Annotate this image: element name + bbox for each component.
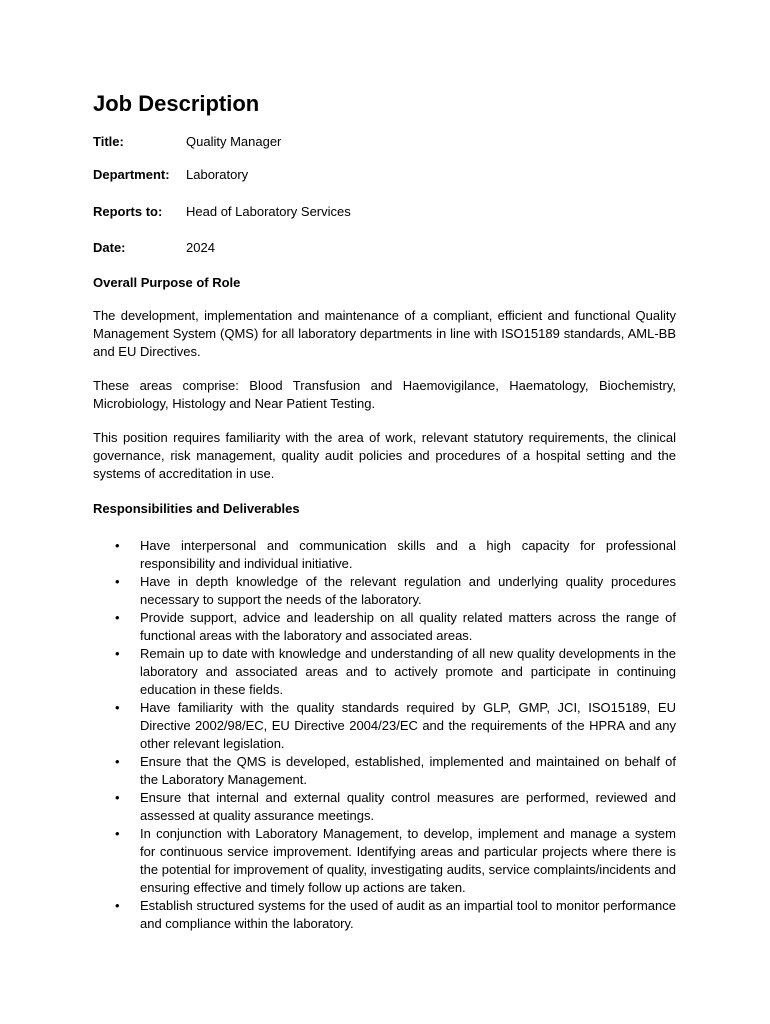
field-label-reports-to: Reports to: <box>93 204 163 219</box>
bullet-icon: • <box>115 646 120 661</box>
list-item-text: Have interpersonal and communication skills and a high capacity for professional responsibility and individual initiative. <box>140 538 676 571</box>
field-label-title: Title: <box>93 134 124 149</box>
list-item <box>93 609 676 645</box>
field-value-department: Laboratory <box>186 167 249 182</box>
bullet-icon: • <box>115 754 120 769</box>
list-item <box>93 573 676 609</box>
bullet-icon: • <box>115 790 120 805</box>
field-value-reports-to: Head of Laboratory Services <box>186 204 351 219</box>
responsibilities-heading: Responsibilities and Deliverables <box>93 501 300 516</box>
purpose-heading: Overall Purpose of Role <box>93 275 241 290</box>
list-item-text: Establish structured systems for the used of audit as an impartial tool to monitor performance and compliance within the laboratory. <box>140 898 676 931</box>
purpose-paragraph: This position requires familiarity with the area of work, relevant statutory requirements, the clinical governance, risk management, quality audit policies and procedures of a hospital setting and the systems of accreditation in use. <box>93 430 676 481</box>
list-item <box>93 897 676 933</box>
responsibilities-list <box>93 537 676 933</box>
document-title: Job Description <box>93 91 260 116</box>
field-value-date: 2024 <box>186 240 215 255</box>
field-title <box>93 133 676 150</box>
bullet-icon: • <box>115 538 120 553</box>
field-reports-to <box>93 203 676 220</box>
purpose-paragraph: These areas comprise: Blood Transfusion and Haemovigilance, Haematology, Biochemistry, Microbiology, Histology and Near Patient Testing. <box>93 378 676 411</box>
bullet-icon: • <box>115 826 120 841</box>
list-item-text: Have in depth knowledge of the relevant regulation and underlying quality procedures necessary to support the needs of the laboratory. <box>140 574 676 607</box>
field-date <box>93 239 676 256</box>
field-label-department: Department: <box>93 167 170 182</box>
purpose-paragraph: The development, implementation and maintenance of a compliant, efficient and functional Quality Management System (QMS) for all laboratory departments in line with ISO15189 standards, AML-BB and EU Directives. <box>93 308 676 359</box>
bullet-icon: • <box>115 700 120 715</box>
list-item-text: In conjunction with Laboratory Management, to develop, implement and manage a system for continuous service improvement. Identifying areas and particular projects where there is the potential for improvement of quality, investigating audits, service complaints/incidents and ensuring effective and timely follow up actions are taken. <box>140 826 676 895</box>
bullet-icon: • <box>115 574 120 589</box>
list-item <box>93 753 676 789</box>
list-item <box>93 645 676 699</box>
list-item-text: Remain up to date with knowledge and understanding of all new quality developments in the laboratory and associated areas and to actively promote and participate in continuing education in these fields. <box>140 646 676 697</box>
bullet-icon: • <box>115 898 120 913</box>
list-item-text: Ensure that the QMS is developed, established, implemented and maintained on behalf of the Laboratory Management. <box>140 754 676 787</box>
list-item <box>93 537 676 573</box>
list-item-text: Have familiarity with the quality standards required by GLP, GMP, JCI, ISO15189, EU Directive 2002/98/EC, EU Directive 2004/23/EC and the requirements of the HPRA and any other relevant legislation. <box>140 700 676 751</box>
list-item <box>93 825 676 897</box>
bullet-icon: • <box>115 610 120 625</box>
field-value-title: Quality Manager <box>186 134 282 149</box>
list-item <box>93 789 676 825</box>
field-label-date: Date: <box>93 240 126 255</box>
list-item-text: Provide support, advice and leadership on all quality related matters across the range of functional areas with the laboratory and associated areas. <box>140 610 676 643</box>
field-department <box>93 166 676 183</box>
document-page <box>93 88 676 933</box>
list-item-text: Ensure that internal and external quality control measures are performed, reviewed and assessed at quality assurance meetings. <box>140 790 676 823</box>
list-item <box>93 699 676 753</box>
